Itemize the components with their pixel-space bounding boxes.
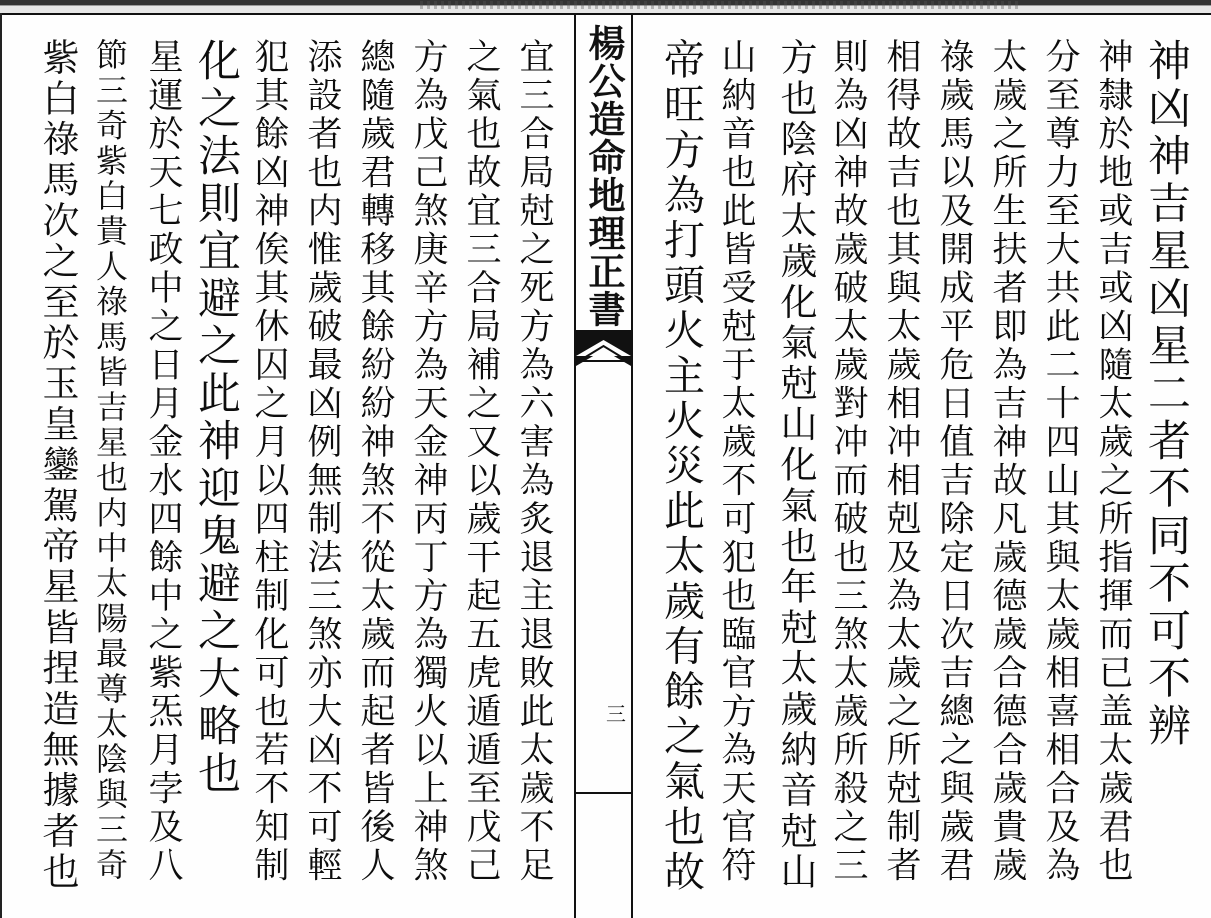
text-column: 方為戊己煞庚辛方為天金神丙丁方為獨火以上神煞 bbox=[408, 38, 448, 885]
text-column: 添設者也内惟歲破最凶例無制法三煞亦大凶不可輕 bbox=[302, 38, 342, 885]
text-column: 宜三合局尅之死方為六害為炙退主退敗此太歲不足 bbox=[514, 38, 554, 885]
scan-top-edge bbox=[0, 0, 1211, 14]
text-column: 方也陰府太歲化氣尅山化氣也年尅太歲納音尅山 bbox=[774, 38, 817, 893]
banxin-left-rule bbox=[574, 13, 576, 918]
text-column: 星運於天七政中之日月金水四餘中之紫炁月孛及八 bbox=[143, 38, 183, 885]
text-column: 祿歲馬以及開成平危日值吉除定日次吉總之與歲君 bbox=[934, 38, 974, 885]
book-title: 楊公造命地理正書 bbox=[582, 24, 626, 328]
page-border-top bbox=[0, 13, 1211, 15]
text-column: 分至尊力至大共此二十四山其與太歲相喜相合及為 bbox=[1040, 38, 1080, 885]
page-border-left bbox=[0, 13, 2, 918]
text-column: 節三奇紫白貴人祿馬皆吉星也内中太陽最尊太陰與三奇 bbox=[91, 38, 129, 883]
text-column: 太歲之所生扶者即為吉神故凡歲德歲合德合歲貴歲 bbox=[987, 38, 1027, 885]
text-column: 之氣也故宜三合局補之又以歲干起五虎遁遁至戊己 bbox=[461, 38, 501, 885]
text-column: 犯其餘凶神俟其休囚之月以四柱制化可也若不知制 bbox=[249, 38, 289, 885]
text-column: 相得故吉也其與太歲相冲相剋及為太歲之所尅制者 bbox=[881, 38, 921, 885]
text-column: 神凶神吉星凶星二者不同不可不辨 bbox=[1141, 38, 1191, 751]
banxin-right-rule bbox=[631, 13, 633, 918]
text-column: 山納音也此皆受尅于太歲不可犯也臨官方為天官符 bbox=[716, 38, 756, 885]
text-column: 化之法則宜避之此神迎鬼避之大略也 bbox=[191, 38, 241, 798]
fish-tail-mark-icon bbox=[576, 330, 631, 390]
text-column: 則為凶神故歲破太歲對冲而破也三煞太歲所殺之三 bbox=[828, 38, 868, 885]
banxin-lower-rule bbox=[576, 792, 631, 794]
text-column: 總隨歲君轉移其餘紛紛神煞不從太歲而起者皆後人 bbox=[355, 38, 395, 885]
text-column: 神隸於地或吉或凶隨太歲之所指揮而已盖太歲君也 bbox=[1093, 38, 1133, 885]
text-column: 紫白祿馬次之至於玉皇鑾駕帝星皆捏造無據者也 bbox=[36, 38, 79, 893]
bleed-through-text bbox=[420, 1, 1020, 9]
text-column: 帝旺方為打頭火主火災此太歲有餘之氣也故 bbox=[657, 38, 705, 895]
page-number: 三 bbox=[606, 702, 626, 726]
